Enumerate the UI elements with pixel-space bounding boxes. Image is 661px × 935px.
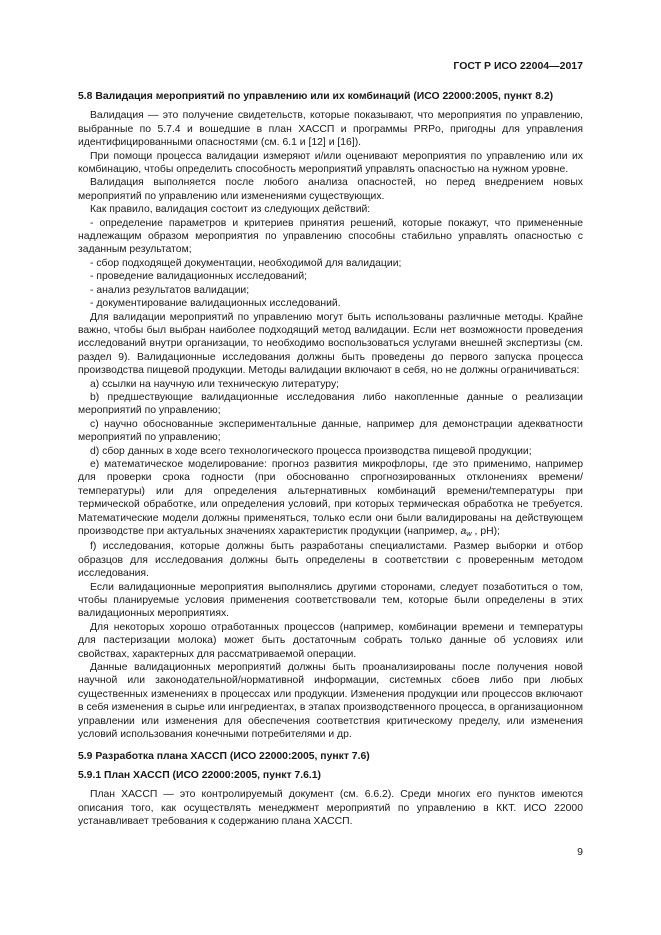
list-item-e	[78, 458, 583, 540]
paragraph: Для некоторых хорошо отработанных процессов (например, комбинации времени и температуры для пастеризации молока) может быть достаточным собрать только данные об условиях или свойствах, характерных для рассматриваемой операции.	[78, 621, 583, 660]
paragraph: Данные валидационных мероприятий должны быть проанализированы после получения новой научной или законодательной/нормативной информации, системных сбоев либо при любых существенных изменениях в процессах или продукции. Изменения продукции или процессов включают в себя изменения в сырье или ингредиентах, в этапах производственного процесса, в организационном управлении или изменения для обеспечения соответствия критическому пределу, или изменения условий использования конечными потребителями и др.	[78, 662, 583, 741]
aw-symbol	[460, 526, 471, 537]
paragraph: Для валидации мероприятий по управлению могут быть использованы различные методы. Крайне важно, чтобы был выбран наиболее подходящий метод валидации. Если нет возможности проведения исследований внутри организации, то необходимо воспользоваться услугами внешней экспертизы (см. раздел 9). Валидационные исследования должны быть проведены до первого запуска процесса производства пищевой продукции. Методы валидации включают в себя, но не должны ограничиваться:	[78, 311, 583, 377]
paragraph: Как правило, валидация состоит из следующих действий:	[90, 204, 371, 216]
list-item: b) предшествующие валидационные исследования либо накопленные данные о реализации мероприятий по управлению;	[78, 391, 583, 417]
list-item: f) исследования, которые должны быть разработаны специалистами. Размер выборки и отбор образцов для исследования должны быть определены в соответствии с проверенным методом исследования.	[78, 541, 583, 580]
paragraph: План ХАССП — это контролируемый документ (см. 6.6.2). Среди многих его пунктов имеются описания того, как осуществлять менеджмент мероприятий по управлению в ККТ. ИСО 22000 устанавливает требования к содержанию плана ХАССП.	[78, 789, 583, 828]
paragraph: Если валидационные мероприятия выполнялись другими сторонами, следует позаботиться о том, чтобы планируемые условия применения соответствовали тем, которые были определены в этих валидационных мероприятиях.	[78, 581, 583, 620]
list-item: d) сбор данных в ходе всего технологического процесса производства пищевой продукции;	[90, 445, 532, 457]
page-number: 9	[577, 846, 583, 858]
item-e-text: e) математическое моделирование: прогноз развития микрофлоры, где это применимо, например для проверки срока годности (при обоснованно спрогнозированных отклонениях времени/температуры) или для определения альтернативных комбинаций времени/температуры при термической обработке, или определения условий, при которых термическая обработка не требуется. Математические модели должны применяться, только если они были валидированы на действующем производстве при актуальных значениях характеристик продукции (например,	[78, 458, 583, 537]
list-item: - проведение валидационных исследований;	[90, 271, 308, 283]
paragraph: Валидация — это получение свидетельств, которые показывают, что мероприятия по управлению, выбранные по 5.7.4 и вошедшие в план ХАССП и программы PRPо, пригодны для управления идентифицированными опасностями (см. 6.1 и [12] и [16]).	[78, 110, 583, 149]
section-heading-5-8: 5.8 Валидация мероприятий по управлению или их комбинаций (ИСО 22000:2005, пункт 8.2)	[78, 91, 554, 102]
subsection-heading-5-9-1: 5.9.1 План ХАССП (ИСО 22000:2005, пункт 7.6.1)	[78, 769, 322, 781]
w-subscript: w	[466, 529, 472, 538]
list-item: - определение параметров и критериев принятия решений, которые покажут, что примененные надлежащим образом мероприятия по управлению способны стабильно управлять опасностью с заданным результатом;	[78, 217, 583, 256]
section-heading-5-9: 5.9 Разработка плана ХАССП (ИСО 22000:2005, пункт 7.6)	[78, 750, 370, 762]
list-item: c) научно обоснованные экспериментальные данные, например для демонстрации адекватности мероприятий по управлению;	[78, 418, 583, 444]
document-code: ГОСТ Р ИСО 22004—2017	[453, 60, 583, 72]
a-letter: a	[460, 526, 467, 537]
paragraph: Валидация выполняется после любого анализа опасностей, но перед внедрением новых мероприятий по управлению или изменениями существующих.	[78, 177, 583, 202]
list-item: - документирование валидационных исследований.	[90, 298, 341, 310]
list-item: a) ссылки на научную или техническую литературу;	[90, 378, 340, 390]
paragraph: При помощи процесса валидации измеряют и/или оценивают мероприятия по управлению или их комбинацию, чтобы определить способность мероприятий управлять опасностью на нужном уровне.	[78, 150, 583, 176]
list-item: - сбор подходящей документации, необходимой для валидации;	[90, 257, 402, 269]
item-e-tail: , pH);	[471, 526, 500, 537]
page-content	[78, 90, 583, 829]
list-item: - анализ результатов валидации;	[90, 284, 250, 296]
